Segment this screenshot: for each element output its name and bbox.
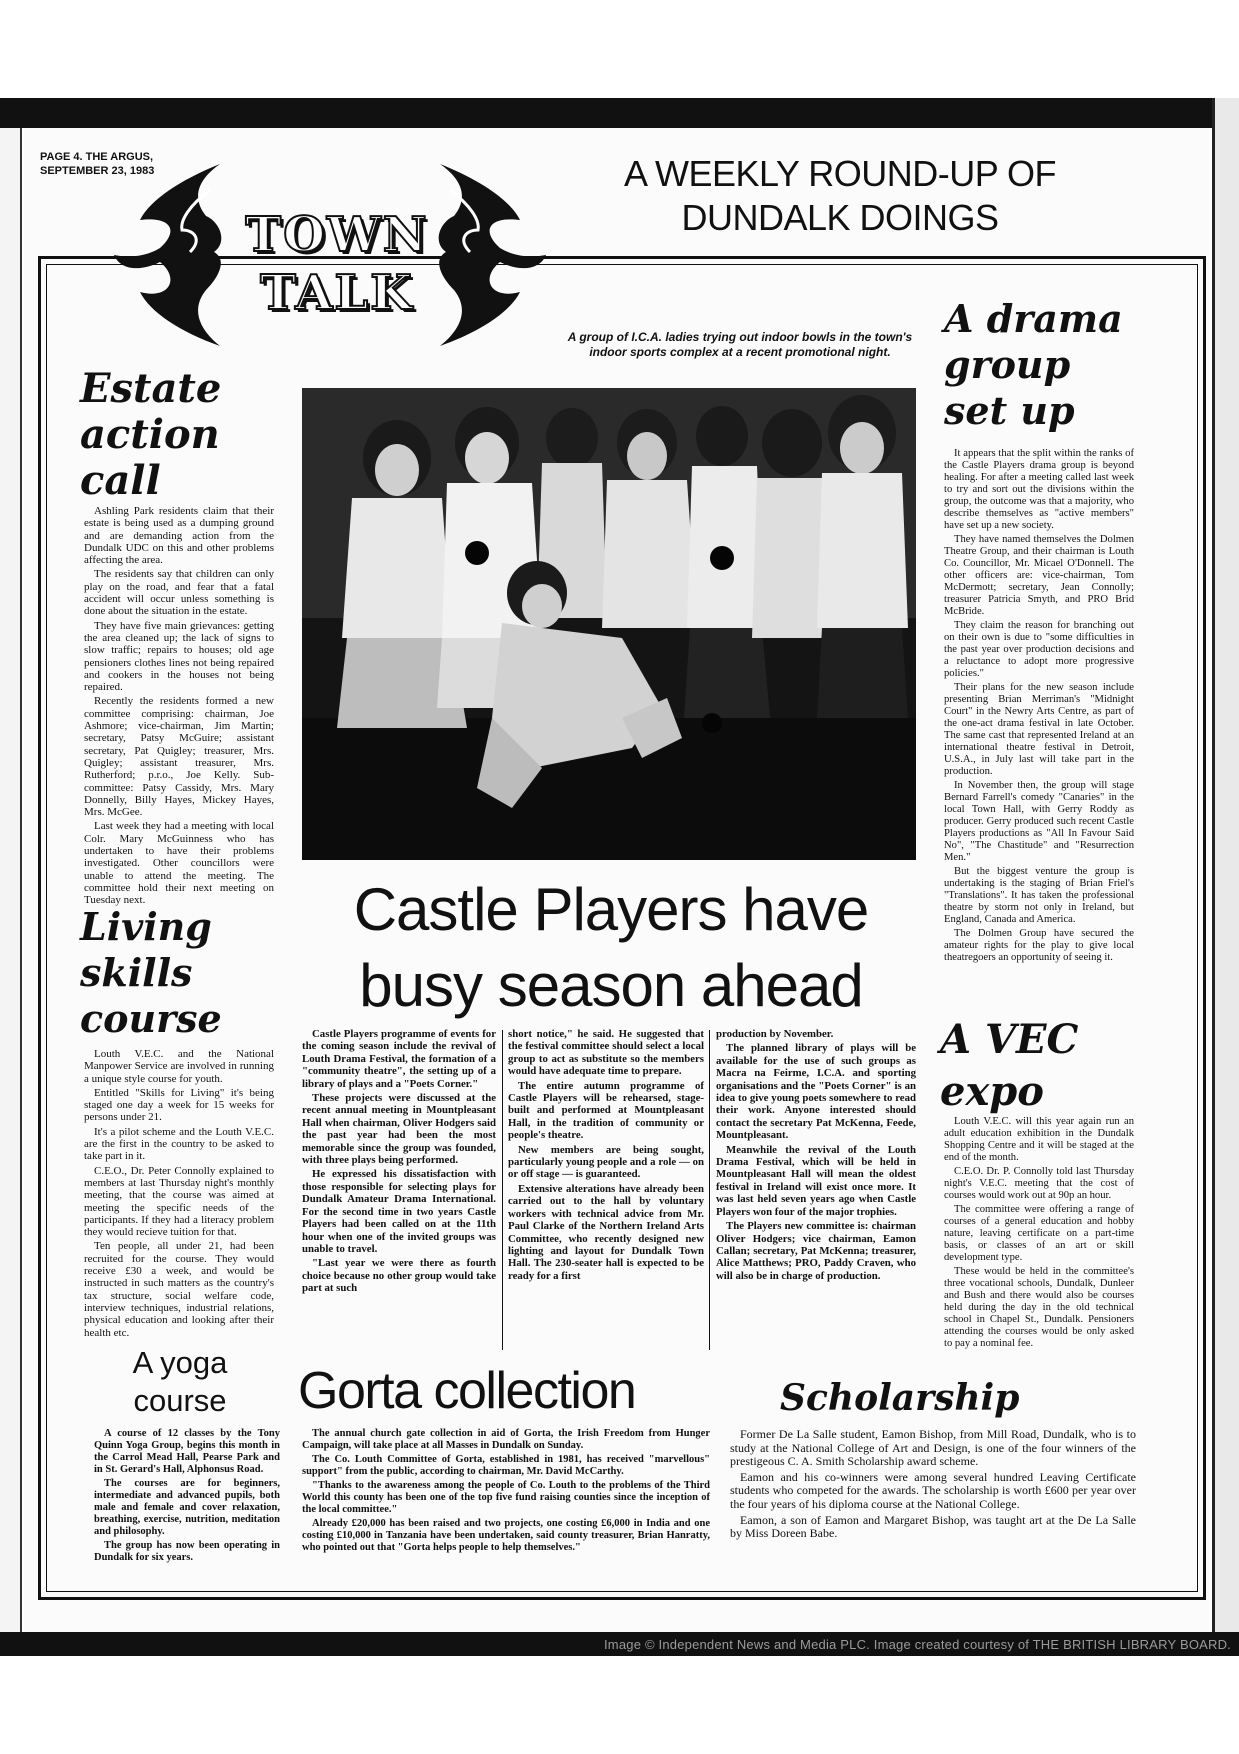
vec-expo-headline: A VEC expo xyxy=(940,1016,1079,1115)
section-tagline: A WEEKLY ROUND-UP OF DUNDALK DOINGS xyxy=(623,153,1057,238)
yoga-headline: A yoga course xyxy=(132,1345,228,1418)
vec-expo-story: Louth V.E.C. will this year again run an adult education exhibition in the Dundalk Shopping Centre and it will be staged at the end of the month. C.E.O. Dr. P. Connolly told last Thursday night's V.E.C. meeting that the cost of courses would work out at 90p an hour. The committee were offering a range of courses of a general education and hobby nature, leaving certificate on a part-time basis, or classes of an art or skill development type. These would be held in the committee's three vocational schools, Dundalk, Dunleer and Bush and there would also be courses held during the day in the old technical school in Chapel St., Dundalk. Pensioners attending the courses would be only asked to pay a nominal fee. xyxy=(944,1116,1134,1349)
castle-story-col2: short notice," he said. He suggested that the festival committee should select a local group to act as substitute so the members would have adequate time to prepare. The entire autumn programme of Castle Players will be rehearsed, stage-built and performed at Mountpleasant Hall, in the tradition of community or people's theatre. New members are being sought, particularly young people and a role — on or off stage — is guaranteed. Extensive alterations have already been carried out to the hall by voluntary workers with technical advice from Mr. Paul Clarke of the Northern Ireland Arts Committee, who recently designed new lighting and layout for Dundalk Town Hall. The 230-seater hall is expected to be ready for a first xyxy=(508,1028,704,1282)
castle-story-col1: Castle Players programme of events for the coming season include the revival of Louth Drama Festival, the formation of a "community theatre", the setting up of a library of plays and a "Poets Corner." These projects were discussed at the recent annual meeting in Mountpleasant Hall when chairman, Oliver Hodgers said the past year had been the most memorable since the group was founded, with three plays being performed. He expressed his dissatisfaction with those responsible for selecting plays for Dundalk Amateur Drama International. For the second time in two years Castle Players had been called on at the 11th hour when one of the invited groups was unable to travel. "Last year we were there as fourth choice because no other group would take part at such xyxy=(302,1028,496,1295)
gorta-story: The annual church gate collection in aid of Gorta, the Irish Freedom from Hunger Campaign, will take place at all Masses in Dundalk on Sunday. The Co. Louth Committee of Gorta, established in 1981, has received "marvellous" support" from the public, according to chairman, Mr. David McCarthy. "Thanks to the awareness among the people of Co. Louth to the problems of the Third World this county has been one of the top five fund raising counties since the inception of the local committee." Already £20,000 has been raised and two projects, one costing £6,000 in India and one costing £10,000 in Tanzania have been undertaken, said county treasurer, Brian Hanratty, who pointed out that "Gorta helps people to help themselves." xyxy=(302,1428,710,1553)
living-skills-story: Louth V.E.C. and the National Manpower Service are involved in running a unique style course for youth. Entitled "Skills for Living" it's being staged one day a week for 15 weeks for persons under 21. It's a pilot scheme and the Louth V.E.C. are the first in the country to be asked to take part in it. C.E.O., Dr. Peter Connolly explained to members at last Thursday night's monthly meeting, that the course was aimed at meeting the specific needs of the participants. If they had a literacy problem they would recieve tuition for that. Ten people, all under 21, had been recruited for the course. They would receive £30 a week, and would be instructed in such matters as the country's tax structure, social welfare code, interview techniques, industrial relations, physical education and looking after their health etc. xyxy=(84,1048,274,1339)
living-skills-headline: Living skills course xyxy=(80,904,222,1041)
column-rule xyxy=(502,1030,503,1350)
page-left-edge xyxy=(0,98,22,1656)
masthead-title: TOWN TALK xyxy=(245,207,429,321)
drama-group-story: It appears that the split within the ranks of the Castle Players drama group is beyond healing. For after a meeting called last week to try and sort out the divisions within the group, the outcome was that a majority, who describe themselves as "active members" have set up a new society. They have named themselves the Dolmen Theatre Group, and their chairman is Louth Co. Councillor, Mr. Micael O'Donnell. The other officers are: vice-chairman, Tom McDermott; secretary, Jean Connolly; treasurer Patricia Smyth, and PRO Brid McBride. They claim the reason for branching out on their own is due to "some difficulties in the past year over production decisions and a reluctance to adopt more progressive policies." Their plans for the new season include presenting Brian Merriman's "Midnight Court" in the Newry Arts Centre, as part of the one-act drama festival in late October. The same cast that represented Ireland at an international theatre festival in Detroit, U.S.A., in July last will take part in the production. In November then, the group will stage Bernard Farrell's comedy "Canaries" in the local Town Hall, with Gerry Roddy as producer. Gerry produced such recent Castle Players productions as "All In Favour Said No", "The Chastitude" and "Resurrection Men." But the biggest venture the group is undertaking is the staging of Brian Friel's "Translations". It has taken the professional theatre by storm not only in Ireland, but England, Canada and America. The Dolmen Group have secured the amateur rights for the play to give local theatregoers an opportunity of seeing it. xyxy=(944,448,1134,963)
castle-story-col3: production by November. The planned library of plays will be available for the use of such groups as Macra na Feirme, I.C.A. and sporting organisations and the "Poets Corner" is an idea to give young poets somewhere to read their work. Anyone interested should contact the secretary Pat McKenna, Feede, Mountpleasant. Meanwhile the revival of the Louth Drama Festival, which will be held in Mountpleasant Hall will mean the oldest festival in Ireland will exist once more. It was last held seven years ago when Castle Players won four of the major trophies. The Players new committee is: chairman Oliver Hodgers; vice chairman, Eamon Callan; secretary, Pat McKenna; treasurer, Alice Matthews; PRO, Paddy Craven, who will also be in charge of production. xyxy=(716,1028,916,1282)
image-credit: Image © Independent News and Media PLC. Image created courtesy of THE BRITISH LIBRARY BOARD. xyxy=(604,1637,1231,1652)
estate-story: Ashling Park residents claim that their estate is being used as a dumping ground and are demanding action from the Dundalk UDC on this and other problems affecting the area. The residents say that children can only play on the road, and fear that a fatal accident will occur unless something is done about the situation in the estate. They have five main grievances: getting the area cleaned up; the lack of signs to slow traffic; repairs to houses; old age pensioners clothes lines not being repaired and cookers in the houses not being repaired. Recently the residents formed a new committee comprising: chairman, Joe Ashmore; vice-chairman, Jim Martin; secretary, Patsy McGuire; assistant secretary, Pat Quigley; treasurer, Mrs. Quigley; assistant treasurer, Mrs. Rutherford; p.r.o., Joe Kelly. Sub-committee: Patsy Cassidy, Mrs. Mary Donnelly, Billy Hayes, Mickey Hayes, Mrs. McGee. Last week they had a meeting with local Colr. Mary McGuinness who has undertaken to have their problems investigated. Other councillors were unable to attend the meeting. The committee hold their next meeting on Tuesday next. xyxy=(84,505,274,907)
ica-bowls-photo xyxy=(302,388,916,860)
page-right-edge xyxy=(1212,98,1239,1656)
scholarship-headline: Scholarship xyxy=(780,1377,1020,1419)
page-reference: PAGE 4. THE ARGUS, SEPTEMBER 23, 1983 xyxy=(40,151,155,177)
gorta-headline: Gorta collection xyxy=(298,1362,636,1420)
yoga-story: A course of 12 classes by the Tony Quinn Yoga Group, begins this month in the Carrol Mead Hall, Pearse Park and in St. Gerard's Hall, Alphonsus Road. The courses are for beginners, intermediate and advanced pupils, both male and female and cover relaxation, breathing, exercise, nutrition, meditation and philosophy. The group has now been operating in Dundalk for six years. xyxy=(94,1428,280,1563)
column-rule xyxy=(709,1030,710,1350)
photo-caption: A group of I.C.A. ladies trying out indoor bowls in the town's indoor sports complex at a recent promotional night. xyxy=(567,330,913,359)
drama-group-headline: A drama group set up xyxy=(944,296,1123,433)
castle-players-headline: Castle Players have busy season ahead xyxy=(353,876,869,1019)
scan-top-border xyxy=(0,98,1239,128)
scholarship-story: Former De La Salle student, Eamon Bishop, from Mill Road, Dundalk, who is to study at the National College of Art and Design, is one of the four winners of the prestigeous C. A. Smith Scholarship award scheme. Eamon and his co-winners were among several hundred Leaving Certificate students who competed for the awards. The scholarship is worth £600 per year over the four years of his diploma course at the National College. Eamon, a son of Eamon and Margaret Bishop, was taught art at the De La Salle by Miss Doreen Babe. xyxy=(730,1427,1136,1541)
estate-headline: Estate action call xyxy=(80,365,222,504)
